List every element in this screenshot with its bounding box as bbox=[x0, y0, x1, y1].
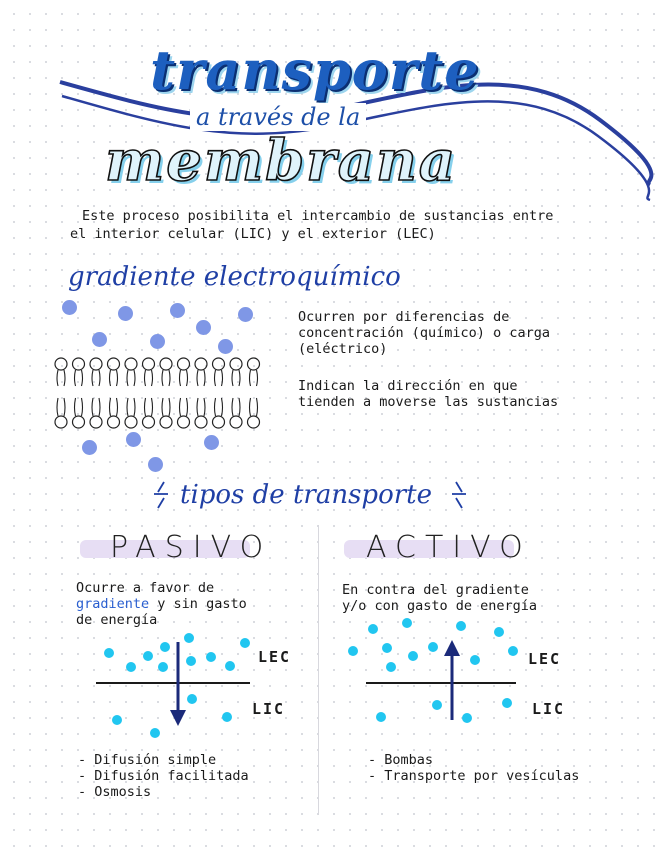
arrow-up-icon bbox=[442, 638, 462, 722]
particle bbox=[240, 638, 250, 648]
pasivo-list bbox=[78, 752, 249, 800]
gradient-desc-2-line: tienden a moverse las sustancias bbox=[298, 394, 559, 410]
particle bbox=[238, 307, 253, 322]
pasivo-list-item: - Difusión simple bbox=[78, 752, 217, 768]
particle bbox=[402, 618, 412, 628]
activo-list-item: - Transporte por vesículas bbox=[368, 768, 580, 784]
particle bbox=[225, 661, 235, 671]
pasivo-heading: PASIVO bbox=[110, 530, 273, 565]
title-line-2: a través de la bbox=[190, 103, 366, 131]
title-line-3: membrana bbox=[105, 128, 458, 194]
particle bbox=[118, 306, 133, 321]
particle bbox=[432, 700, 442, 710]
activo-desc bbox=[342, 582, 537, 614]
pasivo-desc-rest: y sin gasto bbox=[157, 596, 247, 612]
activo-desc-line: y/o con gasto de energía bbox=[342, 598, 538, 614]
particle bbox=[494, 627, 504, 637]
activo-lec-label: LEC bbox=[528, 650, 562, 668]
activo-heading: ACTIVO bbox=[366, 530, 532, 565]
pasivo-lec-label: LEC bbox=[258, 648, 292, 666]
gradient-heading: gradiente electroquímico bbox=[68, 262, 401, 292]
phospholipid-bilayer-icon bbox=[52, 356, 277, 436]
gradient-desc-2 bbox=[298, 378, 558, 410]
sparkle-right-icon bbox=[448, 480, 470, 510]
particle bbox=[82, 440, 97, 455]
particle bbox=[150, 334, 165, 349]
activo-lic-label: LIC bbox=[532, 700, 566, 718]
pasivo-list-item: - Osmosis bbox=[78, 784, 152, 800]
pasivo-lic-label: LIC bbox=[252, 700, 286, 718]
particle bbox=[187, 694, 197, 704]
particle bbox=[368, 624, 378, 634]
intro-line-2: el interior celular (LIC) y el exterior (LEC) bbox=[70, 226, 436, 242]
particle bbox=[386, 662, 396, 672]
activo-list-item: - Bombas bbox=[368, 752, 434, 768]
particle bbox=[456, 621, 466, 631]
particle bbox=[348, 646, 358, 656]
pasivo-desc-line: Ocurre a favor de bbox=[76, 580, 215, 596]
pasivo-desc bbox=[76, 580, 247, 628]
pasivo-list-item: - Difusión facilitada bbox=[78, 768, 249, 784]
gradient-desc-2-line: Indican la dirección en que bbox=[298, 378, 518, 394]
gradient-desc-1-line: (eléctrico) bbox=[298, 341, 388, 357]
particle bbox=[462, 713, 472, 723]
particle bbox=[222, 712, 232, 722]
particle bbox=[143, 651, 153, 661]
title-line-1: transporte bbox=[150, 38, 480, 102]
pasivo-desc-line: de energía bbox=[76, 612, 158, 628]
particle bbox=[104, 648, 114, 658]
particle bbox=[170, 303, 185, 318]
particle bbox=[204, 435, 219, 450]
activo-list bbox=[368, 752, 579, 784]
gradient-desc-1-line: concentración (químico) o carga bbox=[298, 325, 550, 341]
particle bbox=[382, 643, 392, 653]
activo-membrane-line bbox=[366, 682, 516, 684]
particle bbox=[112, 715, 122, 725]
pasivo-desc-line bbox=[76, 596, 247, 612]
intro-line-1: Este proceso posibilita el intercambio de sustancias entre bbox=[82, 208, 554, 224]
particle bbox=[470, 655, 480, 665]
particle bbox=[150, 728, 160, 738]
particle bbox=[502, 698, 512, 708]
particle bbox=[376, 712, 386, 722]
sparkle-left-icon bbox=[150, 480, 172, 510]
gradient-desc-1 bbox=[298, 309, 550, 357]
particle bbox=[408, 651, 418, 661]
particle bbox=[508, 646, 518, 656]
column-divider bbox=[318, 525, 319, 815]
particle bbox=[218, 339, 233, 354]
activo-desc-line: En contra del gradiente bbox=[342, 582, 529, 598]
particle bbox=[126, 662, 136, 672]
arrow-down-icon bbox=[168, 640, 188, 730]
tipos-heading: tipos de transporte bbox=[180, 480, 432, 510]
particle bbox=[62, 300, 77, 315]
particle bbox=[206, 652, 216, 662]
particle bbox=[196, 320, 211, 335]
particle bbox=[428, 642, 438, 652]
particle bbox=[158, 662, 168, 672]
particle bbox=[92, 332, 107, 347]
gradient-desc-1-line: Ocurren por diferencias de bbox=[298, 309, 510, 325]
particle bbox=[148, 457, 163, 472]
pasivo-desc-gradient: gradiente bbox=[76, 596, 150, 612]
